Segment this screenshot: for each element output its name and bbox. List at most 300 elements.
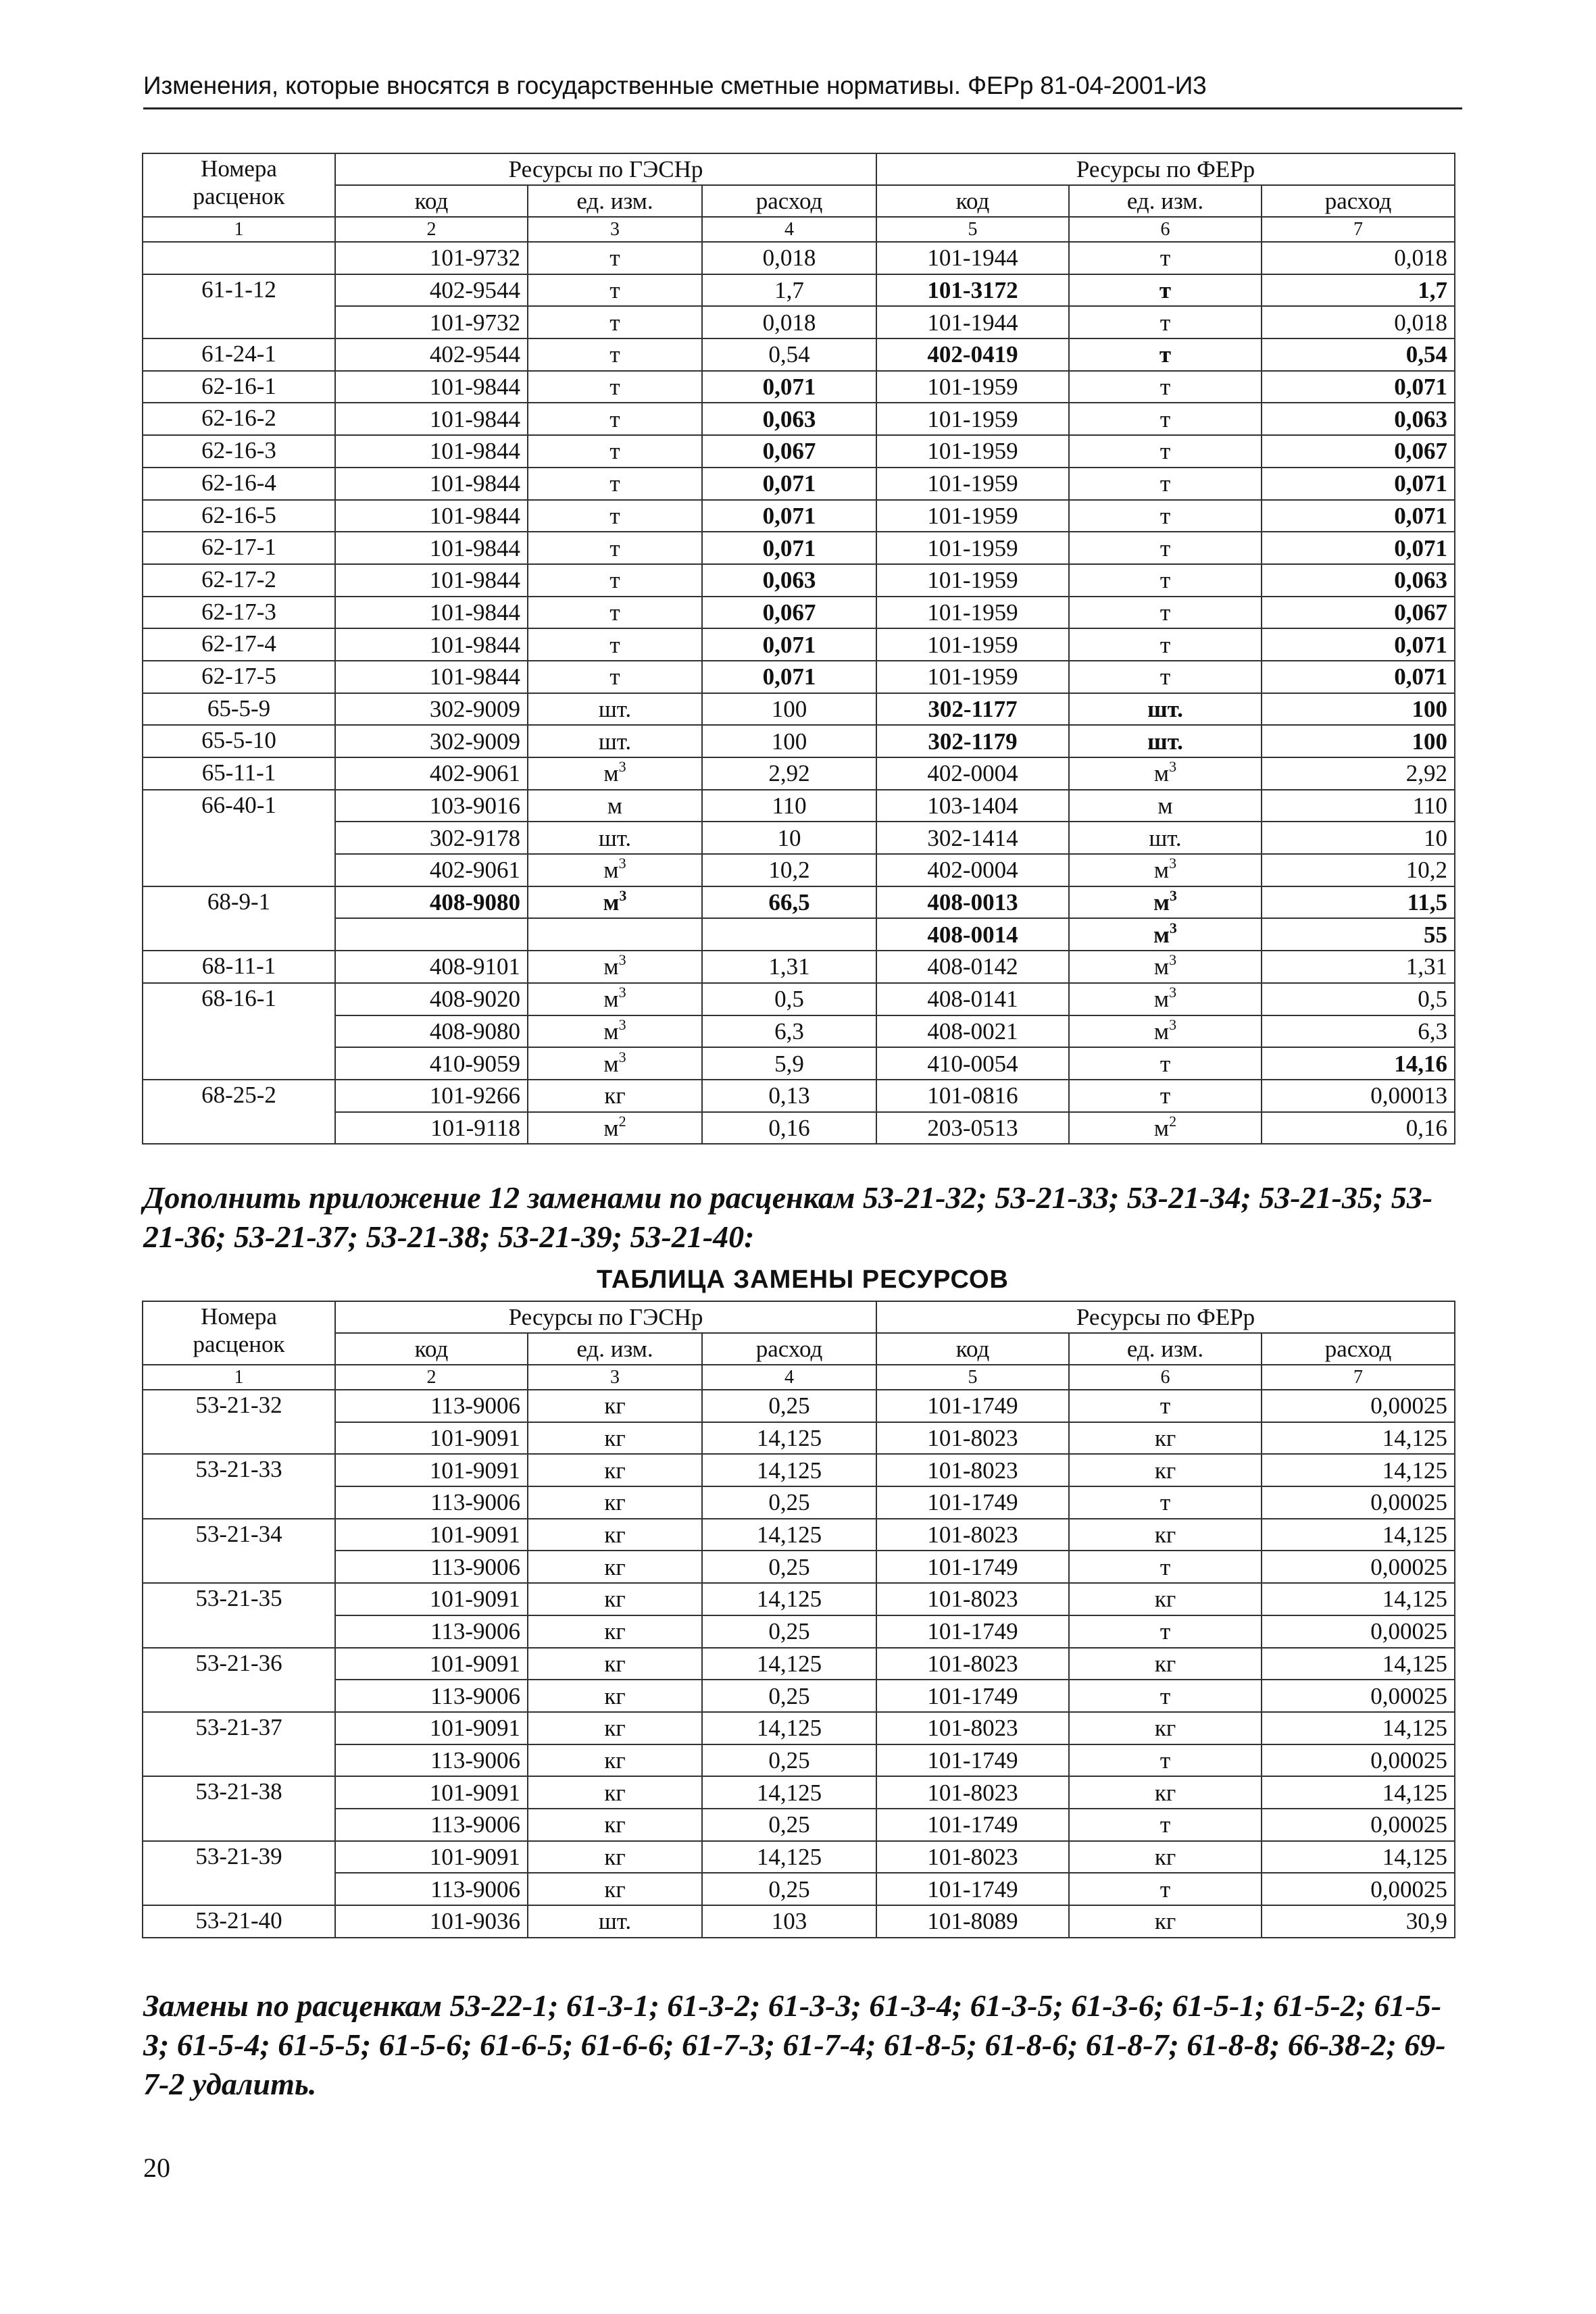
rate-cell-text: 62-16-4 xyxy=(201,469,276,496)
ferr-consumption-cell xyxy=(1262,757,1455,790)
gesnr-code-cell-text: 101-9036 xyxy=(429,1908,520,1935)
gesnr-unit-cell-text: т xyxy=(609,567,620,594)
table-row xyxy=(143,983,1455,1015)
rate-cell-text: 65-11-1 xyxy=(201,759,276,786)
ferr-unit-cell xyxy=(1069,951,1262,983)
ferr-unit-cell-text: т xyxy=(1159,1050,1171,1077)
gesnr-unit-cell-text: кг xyxy=(604,1553,626,1580)
ferr-code-cell-text: 101-1959 xyxy=(927,438,1018,465)
rate-cell xyxy=(143,242,335,274)
ferr-code-cell-text: 101-1959 xyxy=(927,599,1018,626)
gesnr-code-cell-text: 402-9544 xyxy=(429,277,520,304)
ferr-consumption-cell xyxy=(1262,1873,1455,1905)
ferr-consumption-cell-text: 14,125 xyxy=(1382,1521,1447,1549)
ferr-code-cell xyxy=(876,1809,1069,1841)
ferr-code-cell-text: 101-3172 xyxy=(927,277,1018,304)
header-unit: ед. изм. xyxy=(1069,185,1262,217)
table-row xyxy=(143,822,1455,854)
gesnr-consumption-cell-text: 100 xyxy=(771,728,807,755)
ferr-unit-cell-text: т xyxy=(1159,341,1172,368)
ferr-code-cell xyxy=(876,371,1069,403)
rate-cell xyxy=(143,500,335,532)
gesnr-code-cell xyxy=(335,1454,528,1486)
header-rate-line-2: расценок xyxy=(193,1331,285,1357)
rate-cell-text: 68-25-2 xyxy=(201,1081,276,1108)
rate-cell xyxy=(143,983,335,1015)
gesnr-code-cell xyxy=(335,1873,528,1905)
rate-cell-text: 61-24-1 xyxy=(201,341,276,368)
ferr-consumption-cell-text: 14,125 xyxy=(1382,1457,1447,1484)
table-row xyxy=(143,1680,1455,1712)
rate-cell xyxy=(143,1486,335,1519)
ferr-consumption-cell xyxy=(1262,1809,1455,1841)
ferr-code-cell xyxy=(876,1422,1069,1455)
gesnr-unit-cell-text: т xyxy=(609,438,620,465)
ferr-code-cell xyxy=(876,597,1069,629)
table-header-row xyxy=(143,1301,1455,1333)
ferr-code-cell-text: 101-1959 xyxy=(927,567,1018,594)
gesnr-consumption-cell-text: 10 xyxy=(777,824,801,851)
ferr-code-cell-text: 402-0004 xyxy=(927,760,1018,787)
rate-cell-text: 62-16-5 xyxy=(201,501,276,528)
table-row xyxy=(143,1615,1455,1648)
column-index: 1 xyxy=(143,1365,335,1390)
rate-cell xyxy=(143,274,335,307)
ferr-code-cell xyxy=(876,693,1069,726)
table-subheader-row xyxy=(143,185,1455,217)
ferr-unit-cell xyxy=(1069,403,1262,435)
ferr-consumption-cell-text: 100 xyxy=(1412,728,1447,755)
gesnr-code-cell-text: 101-9091 xyxy=(429,1650,520,1677)
rate-cell xyxy=(143,1905,335,1938)
gesnr-consumption-cell-text: 0,25 xyxy=(768,1618,810,1645)
column-index: 4 xyxy=(702,217,876,242)
gesnr-unit-cell-text: кг xyxy=(604,1618,626,1645)
ferr-code-cell-text: 402-0004 xyxy=(927,857,1018,884)
ferr-consumption-cell-text: 0,067 xyxy=(1394,599,1447,626)
ferr-unit-cell xyxy=(1069,1080,1262,1112)
table-row xyxy=(143,435,1455,468)
ferr-consumption-cell xyxy=(1262,1648,1455,1680)
ferr-unit-cell-text: т xyxy=(1159,470,1171,497)
gesnr-unit-cell-text: шт. xyxy=(598,1908,632,1935)
gesnr-consumption-cell-text: 0,25 xyxy=(768,1746,810,1774)
ferr-consumption-cell xyxy=(1262,854,1455,886)
ferr-code-cell-text: 101-1959 xyxy=(927,405,1018,432)
table-row xyxy=(143,1080,1455,1112)
ferr-code-cell-text: 101-8023 xyxy=(927,1843,1018,1870)
ferr-consumption-cell xyxy=(1262,306,1455,338)
gesnr-code-cell-text: 113-9006 xyxy=(430,1489,520,1516)
gesnr-code-cell-text: 113-9006 xyxy=(430,1682,520,1709)
gesnr-unit-cell xyxy=(528,597,702,629)
gesnr-consumption-cell-text: 5,9 xyxy=(774,1050,804,1077)
gesnr-unit-cell-text: т xyxy=(609,663,620,690)
gesnr-consumption-cell-text: 0,071 xyxy=(762,470,816,497)
table-row xyxy=(143,468,1455,500)
rate-cell xyxy=(143,693,335,726)
rate-cell xyxy=(143,1454,335,1486)
resource-table-1 xyxy=(142,153,1455,1145)
gesnr-consumption-cell-text: 100 xyxy=(771,695,807,722)
gesnr-unit-cell-text: м xyxy=(603,1050,619,1077)
ferr-consumption-cell xyxy=(1262,1905,1455,1938)
ferr-code-cell xyxy=(876,1841,1069,1873)
ferr-unit-cell-text: м xyxy=(1153,986,1170,1013)
column-index: 3 xyxy=(528,1365,702,1390)
ferr-consumption-cell xyxy=(1262,1015,1455,1048)
rate-cell xyxy=(143,790,335,822)
ferr-code-cell-text: 101-8089 xyxy=(927,1908,1018,1935)
ferr-code-cell xyxy=(876,822,1069,854)
ferr-consumption-cell-text: 0,54 xyxy=(1405,341,1447,368)
ferr-consumption-cell xyxy=(1262,564,1455,597)
gesnr-unit-cell-text: т xyxy=(609,405,620,432)
deletion-paragraph: Замены по расценкам 53-22-1; 61-3-1; 61-3-2; 61-3-3; 61-3-4; 61-3-5; 61-3-6; 61-5-1; 61-5-2; 61-5-3; 61-5-4; 61-5-5; 61-5-6; 61-6-5; 61-6-6; 61-7-3; 61-7-4; 61-8-5; 61-8-6; 61-8-7; 61-8-8; 66-38-2; 69-7-2 удалить. xyxy=(143,1988,1446,2101)
gesnr-consumption-cell-text: 0,25 xyxy=(768,1489,810,1516)
gesnr-consumption-cell xyxy=(702,757,876,790)
gesnr-unit-cell-text: шт. xyxy=(598,824,632,851)
ferr-unit-cell xyxy=(1069,371,1262,403)
gesnr-code-cell-text: 101-9732 xyxy=(429,309,520,336)
table-row xyxy=(143,1486,1455,1519)
ferr-unit-cell xyxy=(1069,306,1262,338)
gesnr-unit-cell-text: м xyxy=(603,953,619,980)
gesnr-consumption-cell xyxy=(702,1615,876,1648)
ferr-consumption-cell-text: 14,125 xyxy=(1382,1650,1447,1677)
gesnr-code-cell xyxy=(335,1422,528,1455)
ferr-consumption-cell-text: 0,00025 xyxy=(1370,1553,1447,1580)
ferr-consumption-cell xyxy=(1262,1486,1455,1519)
gesnr-code-cell xyxy=(335,1047,528,1080)
gesnr-unit-cell-text: кг xyxy=(604,1425,626,1452)
ferr-unit-cell-text: кг xyxy=(1154,1586,1176,1613)
ferr-code-cell xyxy=(876,1873,1069,1905)
gesnr-consumption-cell xyxy=(702,1519,876,1551)
table-row xyxy=(143,1841,1455,1873)
ferr-code-cell xyxy=(876,1776,1069,1809)
ferr-consumption-cell xyxy=(1262,435,1455,468)
ferr-code-cell-text: 101-8023 xyxy=(927,1650,1018,1677)
gesnr-consumption-cell-text: 0,071 xyxy=(762,663,816,690)
gesnr-unit-cell xyxy=(528,435,702,468)
ferr-code-cell xyxy=(876,757,1069,790)
header-consumption: расход xyxy=(1262,185,1455,217)
column-index: 5 xyxy=(876,217,1069,242)
ferr-code-cell xyxy=(876,1112,1069,1145)
ferr-consumption-cell xyxy=(1262,1390,1455,1422)
ferr-code-cell xyxy=(876,886,1069,919)
ferr-unit-cell-text: кг xyxy=(1154,1425,1176,1452)
ferr-unit-cell-text: м xyxy=(1153,760,1170,787)
ferr-consumption-cell xyxy=(1262,597,1455,629)
ferr-unit-cell xyxy=(1069,274,1262,307)
gesnr-consumption-cell-text: 0,063 xyxy=(762,405,816,432)
table-row xyxy=(143,242,1455,274)
table-row xyxy=(143,854,1455,886)
rate-cell xyxy=(143,1809,335,1841)
gesnr-consumption-cell xyxy=(702,1905,876,1938)
ferr-unit-cell xyxy=(1069,1905,1262,1938)
gesnr-consumption-cell-text: 14,125 xyxy=(756,1457,822,1484)
ferr-consumption-cell xyxy=(1262,338,1455,371)
ferr-unit-cell xyxy=(1069,1712,1262,1744)
gesnr-unit-cell xyxy=(528,1905,702,1938)
ferr-code-cell-text: 101-1959 xyxy=(927,663,1018,690)
resource-table-2 xyxy=(142,1301,1455,1938)
ferr-consumption-cell xyxy=(1262,1712,1455,1744)
gesnr-code-cell xyxy=(335,1486,528,1519)
gesnr-unit-cell xyxy=(528,274,702,307)
page-header: Изменения, которые вносятся в государственные сметные нормативы. ФЕРр 81-04-2001-И3 xyxy=(143,68,1462,109)
header-rate-numbers xyxy=(143,1301,335,1365)
ferr-code-cell xyxy=(876,242,1069,274)
rate-cell xyxy=(143,1551,335,1583)
ferr-unit-cell-text: м xyxy=(1153,921,1170,948)
gesnr-unit-cell xyxy=(528,1712,702,1744)
ferr-consumption-cell-text: 0,018 xyxy=(1394,245,1447,272)
header-group-ferr: Ресурсы по ФЕРр xyxy=(876,153,1455,185)
unit-exponent: 3 xyxy=(618,951,626,969)
gesnr-code-cell-text: 101-9844 xyxy=(429,374,520,401)
gesnr-code-cell xyxy=(335,597,528,629)
rate-cell xyxy=(143,468,335,500)
gesnr-unit-cell-text: кг xyxy=(604,1521,626,1549)
rate-cell-text: 62-17-5 xyxy=(201,662,276,689)
gesnr-code-cell xyxy=(335,886,528,919)
gesnr-consumption-cell xyxy=(702,951,876,983)
gesnr-code-cell xyxy=(335,1615,528,1648)
gesnr-unit-cell xyxy=(528,371,702,403)
gesnr-consumption-cell xyxy=(702,1648,876,1680)
gesnr-code-cell-text: 101-9844 xyxy=(429,599,520,626)
header-group-ferr: Ресурсы по ФЕРр xyxy=(876,1301,1455,1333)
rate-cell xyxy=(143,338,335,371)
gesnr-code-cell-text: 101-9266 xyxy=(429,1082,520,1109)
ferr-unit-cell xyxy=(1069,822,1262,854)
ferr-unit-cell-text: м xyxy=(1153,889,1170,916)
ferr-code-cell xyxy=(876,403,1069,435)
gesnr-unit-cell xyxy=(528,1422,702,1455)
gesnr-unit-cell-text: кг xyxy=(604,1586,626,1613)
ferr-unit-cell xyxy=(1069,1047,1262,1080)
ferr-unit-cell xyxy=(1069,790,1262,822)
ferr-unit-cell-text: т xyxy=(1159,1082,1171,1109)
ferr-code-cell-text: 302-1177 xyxy=(928,695,1018,722)
unit-exponent: 3 xyxy=(1169,984,1177,1001)
gesnr-consumption-cell xyxy=(702,1744,876,1777)
gesnr-code-cell xyxy=(335,1648,528,1680)
ferr-unit-cell xyxy=(1069,854,1262,886)
rate-cell-text: 53-21-33 xyxy=(195,1456,282,1483)
gesnr-consumption-cell xyxy=(702,1390,876,1422)
table-row xyxy=(143,886,1455,919)
column-index: 7 xyxy=(1262,217,1455,242)
ferr-unit-cell-text: кг xyxy=(1154,1843,1176,1870)
rate-cell xyxy=(143,597,335,629)
gesnr-consumption-cell xyxy=(702,1422,876,1455)
header-consumption: расход xyxy=(702,1333,876,1365)
gesnr-code-cell-text: 101-9091 xyxy=(429,1521,520,1549)
ferr-unit-cell-text: кг xyxy=(1154,1650,1176,1677)
ferr-code-cell xyxy=(876,338,1069,371)
gesnr-consumption-cell xyxy=(702,242,876,274)
ferr-unit-cell-text: кг xyxy=(1154,1715,1176,1742)
header-unit: ед. изм. xyxy=(1069,1333,1262,1365)
ferr-code-cell xyxy=(876,790,1069,822)
gesnr-code-cell-text: 101-9844 xyxy=(429,663,520,690)
gesnr-consumption-cell-text: 6,3 xyxy=(774,1017,804,1045)
gesnr-unit-cell-text: т xyxy=(609,534,620,561)
table-row xyxy=(143,1905,1455,1938)
gesnr-code-cell xyxy=(335,1841,528,1873)
ferr-unit-cell-text: т xyxy=(1159,1876,1171,1903)
gesnr-code-cell-text: 408-9080 xyxy=(429,1017,520,1045)
gesnr-unit-cell xyxy=(528,1486,702,1519)
gesnr-unit-cell-text: т xyxy=(609,341,620,368)
ferr-code-cell-text: 101-1749 xyxy=(927,1746,1018,1774)
ferr-consumption-cell-text: 14,125 xyxy=(1382,1425,1447,1452)
gesnr-consumption-cell xyxy=(702,854,876,886)
ferr-consumption-cell xyxy=(1262,403,1455,435)
rate-cell xyxy=(143,854,335,886)
rate-cell xyxy=(143,564,335,597)
gesnr-consumption-cell xyxy=(702,886,876,919)
gesnr-consumption-cell-text: 0,25 xyxy=(768,1682,810,1709)
gesnr-code-cell xyxy=(335,854,528,886)
gesnr-consumption-cell xyxy=(702,403,876,435)
gesnr-unit-cell xyxy=(528,1776,702,1809)
gesnr-unit-cell xyxy=(528,1112,702,1145)
ferr-consumption-cell-text: 0,00025 xyxy=(1370,1392,1447,1419)
gesnr-consumption-cell xyxy=(702,822,876,854)
ferr-unit-cell xyxy=(1069,1390,1262,1422)
rate-cell xyxy=(143,1583,335,1615)
ferr-code-cell-text: 101-8023 xyxy=(927,1779,1018,1806)
rate-cell xyxy=(143,435,335,468)
rate-cell-text: 53-21-35 xyxy=(195,1585,282,1612)
gesnr-consumption-cell-text: 0,13 xyxy=(768,1082,810,1109)
rate-cell xyxy=(143,1744,335,1777)
ferr-unit-cell-text: кг xyxy=(1154,1779,1176,1806)
ferr-unit-cell xyxy=(1069,1809,1262,1841)
column-index-row xyxy=(143,1365,1455,1390)
rate-cell-text: 62-17-1 xyxy=(201,534,276,561)
table-row xyxy=(143,597,1455,629)
ferr-unit-cell xyxy=(1069,500,1262,532)
ferr-code-cell xyxy=(876,918,1069,951)
gesnr-unit-cell xyxy=(528,1648,702,1680)
gesnr-code-cell xyxy=(335,338,528,371)
gesnr-unit-cell xyxy=(528,1841,702,1873)
table-row xyxy=(143,1776,1455,1809)
ferr-consumption-cell-text: 6,3 xyxy=(1418,1017,1447,1045)
rate-cell-text: 62-17-3 xyxy=(201,598,276,625)
ferr-consumption-cell xyxy=(1262,1615,1455,1648)
ferr-unit-cell xyxy=(1069,1776,1262,1809)
rate-cell-text: 53-21-34 xyxy=(195,1520,282,1547)
unit-exponent: 2 xyxy=(1169,1112,1177,1130)
table-row xyxy=(143,306,1455,338)
table-row xyxy=(143,500,1455,532)
gesnr-unit-cell xyxy=(528,822,702,854)
column-index: 4 xyxy=(702,1365,876,1390)
gesnr-code-cell xyxy=(335,790,528,822)
ferr-code-cell xyxy=(876,306,1069,338)
gesnr-unit-cell xyxy=(528,1080,702,1112)
ferr-consumption-cell xyxy=(1262,1080,1455,1112)
ferr-code-cell-text: 101-1749 xyxy=(927,1553,1018,1580)
rate-cell-text: 61-1-12 xyxy=(201,276,276,303)
gesnr-code-cell-text: 408-9020 xyxy=(429,986,520,1013)
ferr-consumption-cell xyxy=(1262,1112,1455,1145)
ferr-consumption-cell xyxy=(1262,500,1455,532)
ferr-unit-cell-text: т xyxy=(1159,374,1171,401)
gesnr-unit-cell xyxy=(528,1519,702,1551)
ferr-consumption-cell-text: 110 xyxy=(1412,793,1447,820)
gesnr-code-cell xyxy=(335,1519,528,1551)
ferr-code-cell-text: 101-1749 xyxy=(927,1811,1018,1838)
rate-cell xyxy=(143,1047,335,1080)
rate-cell xyxy=(143,661,335,693)
ferr-consumption-cell xyxy=(1262,371,1455,403)
rate-cell xyxy=(143,1519,335,1551)
ferr-consumption-cell-text: 0,00025 xyxy=(1370,1489,1447,1516)
rate-cell xyxy=(143,822,335,854)
gesnr-unit-cell-text: т xyxy=(609,502,620,529)
ferr-unit-cell xyxy=(1069,757,1262,790)
gesnr-code-cell xyxy=(335,1809,528,1841)
gesnr-unit-cell-text: м xyxy=(603,889,620,916)
ferr-code-cell xyxy=(876,1680,1069,1712)
ferr-consumption-cell xyxy=(1262,693,1455,726)
gesnr-code-cell-text: 408-9101 xyxy=(429,953,520,980)
ferr-unit-cell xyxy=(1069,693,1262,726)
ferr-code-cell-text: 101-1749 xyxy=(927,1392,1018,1419)
ferr-unit-cell xyxy=(1069,1519,1262,1551)
table-row xyxy=(143,1015,1455,1048)
ferr-unit-cell xyxy=(1069,725,1262,757)
ferr-consumption-cell xyxy=(1262,1841,1455,1873)
ferr-unit-cell-text: кг xyxy=(1154,1457,1176,1484)
gesnr-consumption-cell xyxy=(702,1776,876,1809)
ferr-unit-cell-text: т xyxy=(1159,534,1171,561)
table-row xyxy=(143,338,1455,371)
table-row xyxy=(143,693,1455,726)
ferr-consumption-cell xyxy=(1262,1551,1455,1583)
rate-cell xyxy=(143,725,335,757)
header-unit: ед. изм. xyxy=(528,185,702,217)
page-number: 20 xyxy=(143,2153,170,2183)
table-row xyxy=(143,918,1455,951)
ferr-unit-cell-text: м xyxy=(1153,953,1170,980)
rate-cell-text: 68-9-1 xyxy=(207,888,271,915)
rate-cell xyxy=(143,1648,335,1680)
rate-cell xyxy=(143,306,335,338)
gesnr-consumption-cell xyxy=(702,1712,876,1744)
rate-cell xyxy=(143,1776,335,1809)
ferr-code-cell xyxy=(876,1454,1069,1486)
gesnr-code-cell-text: 101-9844 xyxy=(429,502,520,529)
table-row xyxy=(143,725,1455,757)
ferr-code-cell-text: 101-1959 xyxy=(927,534,1018,561)
ferr-code-cell xyxy=(876,1905,1069,1938)
gesnr-consumption-cell-text: 14,125 xyxy=(756,1521,822,1549)
gesnr-unit-cell-text: т xyxy=(609,374,620,401)
gesnr-unit-cell xyxy=(528,628,702,661)
gesnr-consumption-cell-text: 0,25 xyxy=(768,1392,810,1419)
rate-cell xyxy=(143,1080,335,1112)
